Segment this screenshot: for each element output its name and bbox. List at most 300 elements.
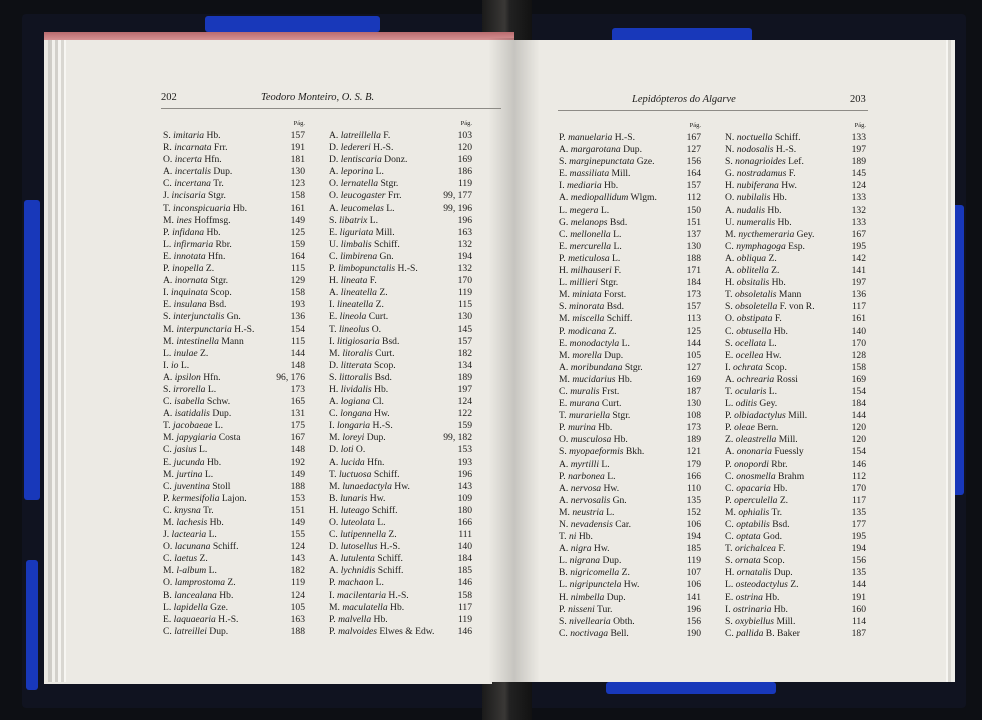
entry-name: N. noctuella Schiff.	[725, 132, 801, 143]
index-entry	[329, 565, 472, 577]
entry-page: 135	[686, 494, 701, 506]
entry-page: 167	[686, 132, 701, 143]
index-entry	[559, 495, 701, 507]
header-rule	[558, 110, 868, 111]
entry-name: C. opacaria Hb.	[725, 482, 788, 494]
entry-name: C. isabella Schw.	[163, 396, 231, 408]
entry-page: 164	[290, 250, 305, 262]
entry-page: 111	[458, 529, 472, 541]
index-entry	[329, 614, 472, 626]
index-entry	[329, 396, 472, 408]
entry-name: C. optata God.	[725, 531, 783, 543]
entry-page: 177	[851, 519, 866, 530]
entry-page: 106	[686, 579, 701, 591]
entry-page: 197	[851, 144, 866, 156]
entry-name: M. mucidarius Hb.	[559, 373, 633, 385]
entry-name: C. noctivaga Bell.	[559, 627, 629, 639]
entry-name: P. meticulosa L.	[559, 252, 621, 264]
entry-name: C. pallida B. Baker	[725, 627, 800, 639]
entry-name: S. ocellata L.	[725, 337, 777, 349]
entry-page: 113	[686, 313, 701, 325]
index-entry	[725, 567, 866, 579]
entry-page: 161	[290, 202, 305, 214]
entry-page: 119	[290, 577, 305, 589]
entry-page: 115	[290, 335, 305, 347]
entry-name: H. ornatalis Dup.	[725, 567, 793, 579]
entry-name: O. lacunana Schiff.	[163, 541, 239, 553]
entry-page: 108	[686, 410, 701, 422]
running-head: Lepidópteros do Algarve	[632, 94, 736, 105]
entry-name: G. melanops Bsd.	[559, 216, 628, 228]
entry-page: 127	[686, 144, 701, 156]
index-entry	[329, 348, 472, 360]
entry-name: C. incertana Tr.	[163, 178, 224, 190]
index-entry	[725, 289, 866, 301]
entry-name: E. innotata Hfn.	[163, 250, 226, 262]
pag-label: Pág.	[854, 122, 866, 129]
index-entry	[725, 386, 866, 398]
entry-page: 197	[457, 383, 472, 395]
entry-name: U. numeralis Hb.	[725, 216, 792, 228]
entry-page: 103	[457, 130, 472, 141]
entry-name: A. ipsilon Hfn.	[163, 371, 221, 383]
entry-page: 188	[686, 252, 701, 264]
entry-name: E. liguriata Mill.	[329, 226, 395, 238]
entry-name: P. inopella Z.	[163, 263, 215, 275]
entry-page: 131	[290, 408, 305, 420]
entry-page: 169	[686, 373, 701, 385]
entry-page: 109	[457, 492, 472, 504]
entry-name: A. mediopallidum Wlgm.	[559, 192, 657, 204]
entry-name: H. luteago Schiff.	[329, 504, 398, 516]
entry-name: S. marginepunctata Gze.	[559, 156, 655, 168]
entry-name: P. kermesifolia Lajon.	[163, 492, 247, 504]
entry-name: T. obsoletalis Mann	[725, 289, 802, 301]
index-entry	[329, 372, 472, 384]
index-entry	[329, 360, 472, 372]
marbled-edge	[606, 682, 776, 694]
entry-name: P. modicana Z.	[559, 325, 617, 337]
entry-page: 153	[290, 492, 305, 504]
entry-name: O. lamprostoma Z.	[163, 577, 236, 589]
index-entry	[329, 505, 472, 517]
entry-page: 105	[686, 349, 701, 361]
entry-name: M. maculatella Hb.	[329, 601, 405, 613]
index-entry	[559, 180, 701, 192]
entry-name: P. operculella Z.	[725, 494, 789, 506]
entry-name: A. obliqua Z.	[725, 252, 777, 264]
index-entry	[329, 239, 472, 251]
entry-name: T. luctuosa Schiff.	[329, 468, 400, 480]
marbled-edge	[24, 200, 40, 500]
entry-name: L. oditis Gey.	[725, 398, 778, 410]
entry-page: 127	[686, 361, 701, 373]
index-entry	[559, 277, 701, 289]
entry-name: C. longana Hw.	[329, 408, 390, 420]
index-entry	[559, 289, 701, 301]
entry-page: 117	[851, 301, 866, 313]
index-entry	[725, 531, 866, 543]
index-entry	[163, 420, 305, 432]
entry-name: O. lernatella Stgr.	[329, 178, 399, 190]
entry-page: 144	[851, 410, 866, 422]
entry-page: 132	[457, 238, 472, 250]
index-entry	[725, 398, 866, 410]
entry-name: S. oxybiellus Mill.	[725, 615, 796, 627]
index-entry	[163, 614, 305, 626]
entry-page: 170	[851, 482, 866, 494]
entry-page: 105	[290, 601, 305, 613]
index-entry	[559, 132, 701, 144]
entry-name: C. juventina Stoll	[163, 480, 231, 492]
index-entry	[725, 495, 866, 507]
entry-page: 149	[290, 468, 305, 480]
entry-page: 146	[457, 577, 472, 589]
entry-page: 133	[851, 192, 866, 204]
entry-name: O. luteolata L.	[329, 517, 386, 528]
index-entry	[725, 410, 866, 422]
entry-page: 161	[851, 313, 866, 325]
index-entry	[559, 253, 701, 265]
entry-page: 137	[686, 228, 701, 240]
entry-page: 112	[686, 192, 701, 204]
index-entry	[725, 579, 866, 591]
entry-name: A. nervosa Hw.	[559, 482, 620, 494]
index-entry	[329, 203, 472, 215]
entry-name: A. nervosalis Gn.	[559, 494, 627, 506]
index-entry	[559, 531, 701, 543]
entry-page: 141	[851, 265, 866, 277]
entry-page: 124	[290, 541, 305, 553]
entry-page: 160	[851, 603, 866, 615]
entry-name: C. nymphagoga Esp.	[725, 240, 805, 252]
entry-name: G. nostradamus F.	[725, 168, 796, 180]
entry-name: P. limbopunctalis H.-S.	[329, 263, 418, 275]
index-entry	[559, 555, 701, 567]
pag-label: Pág.	[689, 122, 701, 129]
entry-name: I. longaria H.-S.	[329, 420, 393, 432]
index-entry	[559, 205, 701, 217]
pag-label: Pág.	[293, 120, 305, 127]
marbled-edge	[205, 16, 380, 32]
entry-name: M. miniata Forst.	[559, 289, 627, 301]
index-entry	[725, 338, 866, 350]
entry-name: P. oleae Bern.	[725, 422, 779, 434]
entry-page: 143	[290, 553, 305, 565]
index-entry	[329, 299, 472, 311]
entry-page: 185	[686, 543, 701, 555]
entry-name: D. loti O.	[329, 444, 366, 456]
entry-page: 144	[686, 337, 701, 349]
marbled-edge	[948, 205, 964, 495]
index-entry	[329, 469, 472, 481]
index-entry	[163, 408, 305, 420]
entry-page: 149	[290, 214, 305, 226]
entry-page: 195	[851, 531, 866, 543]
index-entry	[559, 616, 701, 628]
entry-page: 157	[686, 301, 701, 313]
entry-page: 115	[457, 299, 472, 311]
index-entry	[559, 350, 701, 362]
entry-name: I. io L.	[163, 359, 190, 371]
right-page	[514, 40, 946, 682]
entry-page: 122	[457, 408, 472, 420]
entry-page: 159	[457, 420, 472, 432]
index-entry	[163, 215, 305, 227]
entry-page: 158	[851, 361, 866, 373]
index-entry	[163, 166, 305, 178]
index-entry	[559, 229, 701, 241]
entry-page: 182	[457, 347, 472, 359]
entry-page: 134	[457, 359, 472, 371]
index-entry	[163, 469, 305, 481]
index-entry	[163, 517, 305, 529]
index-entry	[725, 192, 866, 204]
index-entry	[559, 471, 701, 483]
entry-page: 194	[686, 531, 701, 543]
entry-page: 194	[457, 250, 472, 262]
entry-name: D. ledereri H.-S.	[329, 142, 394, 154]
entry-name: M. nycthemeraria Gey.	[725, 228, 815, 240]
entry-page: 151	[686, 216, 701, 228]
index-entry	[725, 483, 866, 495]
index-entry	[559, 567, 701, 579]
entry-name: S. obsoletella F. von R.	[725, 301, 815, 313]
index-entry	[329, 227, 472, 239]
entry-page: 150	[686, 204, 701, 216]
entry-page: 112	[851, 470, 866, 482]
entry-name: A. leporina L.	[329, 166, 384, 178]
index-entry	[163, 178, 305, 190]
index-entry	[163, 384, 305, 396]
entry-page: 145	[851, 168, 866, 180]
index-entry	[559, 604, 701, 616]
index-entry	[559, 156, 701, 168]
index-entry	[329, 336, 472, 348]
index-entry	[725, 628, 866, 640]
entry-page: 119	[457, 178, 472, 190]
index-entry	[329, 166, 472, 178]
index-entry	[725, 168, 866, 180]
index-entry	[329, 590, 472, 602]
entry-name: A. logiana Cl.	[329, 396, 384, 408]
entry-page: 130	[290, 166, 305, 178]
entry-page: 120	[457, 142, 472, 154]
index-entry	[163, 553, 305, 565]
entry-page: 99, 177	[443, 190, 472, 202]
entry-page: 145	[457, 323, 472, 335]
index-entry	[329, 384, 472, 396]
entry-page: 197	[851, 277, 866, 289]
index-entry	[329, 130, 472, 142]
entry-page: 107	[686, 567, 701, 579]
entry-name: I. litigiosaria Bsd.	[329, 335, 400, 347]
index-entry	[329, 457, 472, 469]
index-column	[725, 116, 866, 640]
entry-name: A. oblitella Z.	[725, 265, 780, 277]
entry-name: C. mellonella L.	[559, 228, 622, 240]
entry-name: A. ochrearia Rossi	[725, 373, 798, 385]
index-entry	[559, 144, 701, 156]
index-entry	[559, 362, 701, 374]
index-entry	[559, 628, 701, 640]
entry-name: C. limbirena Gn.	[329, 250, 394, 262]
index-entry	[725, 434, 866, 446]
index-entry	[725, 313, 866, 325]
index-entry	[559, 265, 701, 277]
index-entry	[725, 253, 866, 265]
index-entry	[329, 529, 472, 541]
index-entry	[559, 459, 701, 471]
entry-page: 189	[686, 434, 701, 446]
entry-page: 173	[290, 383, 305, 395]
entry-page: 165	[290, 396, 305, 408]
entry-page: 146	[851, 458, 866, 470]
index-entry	[725, 519, 866, 531]
index-entry	[329, 251, 472, 263]
entry-page: 159	[290, 238, 305, 250]
entry-page: 173	[686, 289, 701, 301]
entry-page: 192	[290, 456, 305, 468]
entry-page: 156	[851, 555, 866, 567]
entry-page: 189	[851, 156, 866, 168]
index-entry	[329, 541, 472, 553]
entry-name: I. lineatella Z.	[329, 299, 384, 311]
entry-name: C. lutipennella Z.	[329, 529, 397, 541]
index-entry	[329, 517, 472, 529]
entry-page: 173	[686, 422, 701, 434]
index-entry	[329, 626, 472, 638]
index-entry	[725, 205, 866, 217]
entry-page: 189	[457, 371, 472, 383]
entry-page: 133	[851, 216, 866, 228]
entry-name: D. lentiscaria Donz.	[329, 154, 408, 166]
entry-page: 163	[290, 613, 305, 625]
entry-page: 180	[457, 504, 472, 516]
index-entry	[559, 374, 701, 386]
entry-name: M. lunaedactyla Hw.	[329, 480, 410, 492]
index-entry	[725, 471, 866, 483]
entry-page: 154	[851, 446, 866, 458]
index-entry	[725, 326, 866, 338]
entry-page: 149	[290, 517, 305, 528]
index-entry	[329, 178, 472, 190]
index-entry	[329, 553, 472, 565]
entry-name: O. musculosa Hb.	[559, 434, 628, 446]
entry-name: C. onosmella Brahm	[725, 470, 805, 482]
index-entry	[559, 410, 701, 422]
index-entry	[163, 602, 305, 614]
entry-page: 142	[851, 252, 866, 264]
entry-name: A. margarotana Dup.	[559, 144, 642, 156]
entry-page: 114	[851, 615, 866, 627]
index-entry	[559, 483, 701, 495]
index-entry	[559, 338, 701, 350]
entry-page: 196	[457, 214, 472, 226]
entry-page: 187	[686, 385, 701, 397]
index-column	[559, 116, 701, 640]
index-entry	[329, 420, 472, 432]
index-entry	[329, 493, 472, 505]
page-number: 203	[850, 94, 866, 105]
entry-page: 158	[290, 190, 305, 202]
entry-page: 194	[851, 543, 866, 555]
index-entry	[559, 313, 701, 325]
index-entry	[163, 481, 305, 493]
entry-name: P. onopordi Rbr.	[725, 458, 788, 470]
index-entry	[163, 287, 305, 299]
entry-name: S. libatrix L.	[329, 214, 379, 226]
entry-name: I. ochrata Scop.	[725, 361, 787, 373]
index-entry	[559, 241, 701, 253]
entry-page: 120	[851, 434, 866, 446]
entry-name: L. nigripunctela Hw.	[559, 579, 640, 591]
entry-name: C. optabilis Bsd.	[725, 519, 790, 530]
entry-name: C. muralis Frst.	[559, 385, 620, 397]
entry-name: M. litoralis Curt.	[329, 347, 395, 359]
index-entry	[559, 543, 701, 555]
entry-page: 136	[290, 311, 305, 323]
entry-name: B. nigricomella Z.	[559, 567, 630, 579]
index-entry	[163, 541, 305, 553]
index-entry	[725, 350, 866, 362]
entry-name: A. lucida Hfn.	[329, 456, 385, 468]
entry-name: R. incarnata Frr.	[163, 142, 228, 154]
index-entry	[163, 239, 305, 251]
entry-page: 158	[457, 589, 472, 601]
index-entry	[725, 459, 866, 471]
entry-name: C. knysna Tr.	[163, 504, 214, 516]
entry-page: 153	[457, 444, 472, 456]
index-entry	[163, 324, 305, 336]
entry-page: 167	[290, 432, 305, 444]
entry-name: J. lactearia L.	[163, 529, 217, 541]
entry-page: 130	[686, 398, 701, 410]
index-entry	[725, 217, 866, 229]
index-entry	[725, 543, 866, 555]
index-entry	[163, 190, 305, 202]
index-entry	[329, 432, 472, 444]
index-entry	[163, 299, 305, 311]
entry-name: A. lychnidis Schiff.	[329, 565, 404, 577]
entry-name: O. leucogaster Frr.	[329, 190, 402, 202]
entry-name: P. murina Hb.	[559, 422, 613, 434]
index-entry	[725, 156, 866, 168]
entry-page: 124	[290, 589, 305, 601]
entry-name: T. ni Hb.	[559, 531, 593, 543]
entry-name: C. laetus Z.	[163, 553, 208, 565]
index-entry	[163, 396, 305, 408]
index-entry	[725, 265, 866, 277]
entry-name: S. ornata Scop.	[725, 555, 785, 567]
entry-name: P. manuelaria H.-S.	[559, 132, 635, 143]
entry-name: H. nubiferana Hw.	[725, 180, 797, 192]
entry-page: 151	[290, 504, 305, 516]
entry-page: 132	[851, 204, 866, 216]
index-entry	[163, 130, 305, 142]
entry-name: H. lineata F.	[329, 275, 377, 287]
entry-page: 125	[290, 226, 305, 238]
entry-name: L. osteodactylus Z.	[725, 579, 799, 591]
entry-page: 187	[851, 627, 866, 639]
index-entry	[163, 565, 305, 577]
entry-name: P. machaon L.	[329, 577, 384, 589]
entry-name: N. nodosalis H.-S.	[725, 144, 797, 156]
index-entry	[163, 275, 305, 287]
entry-page: 140	[457, 541, 472, 553]
entry-page: 163	[457, 226, 472, 238]
entry-page: 166	[457, 517, 472, 528]
